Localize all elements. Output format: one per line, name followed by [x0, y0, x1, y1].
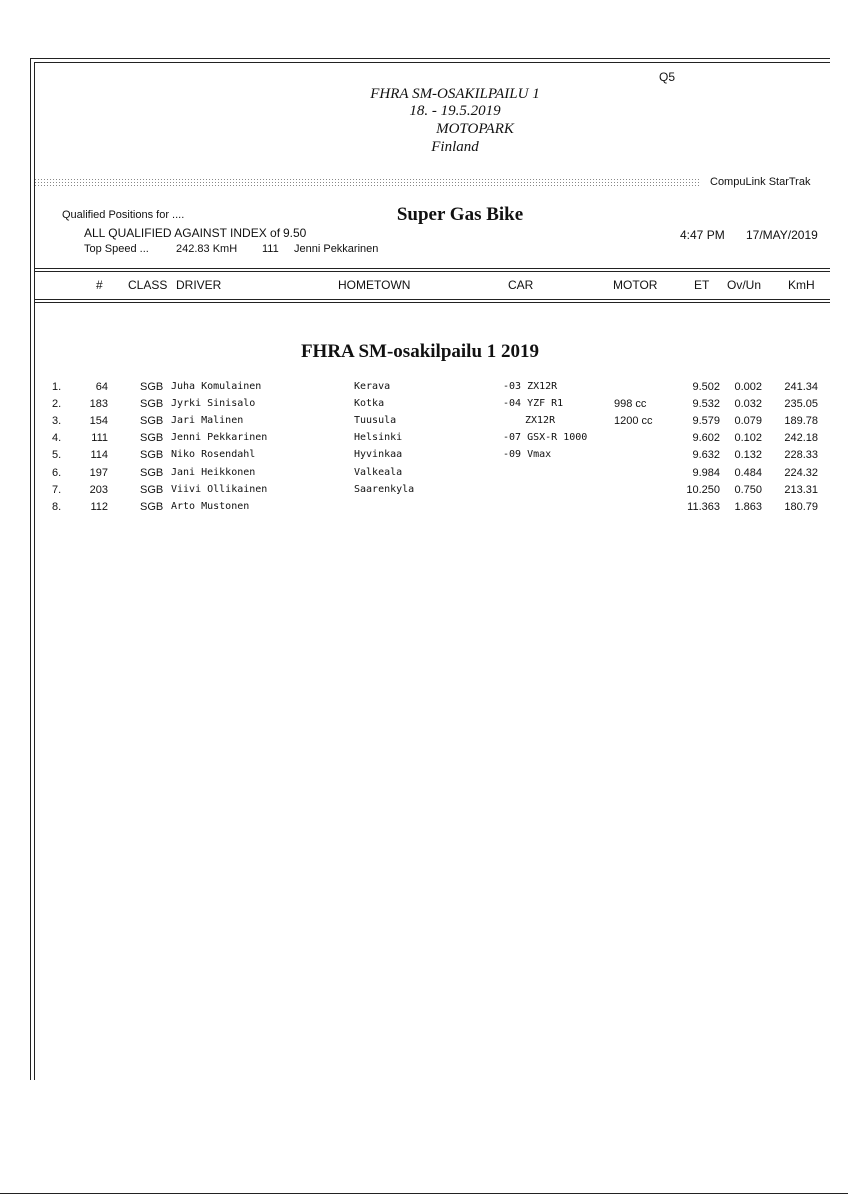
cell-pos: 5. — [52, 449, 62, 462]
cell-num: 112 — [90, 500, 108, 513]
cell-et: 9.532 — [692, 398, 720, 411]
cell-pos: 3. — [52, 415, 62, 428]
cell-car: -09 Vmax — [503, 449, 552, 461]
cell-ovun: 0.079 — [734, 415, 762, 428]
table-row — [0, 501, 848, 518]
header-rule-bottom — [34, 299, 830, 300]
cell-et: 9.632 — [692, 449, 720, 462]
cell-ovun: 0.102 — [734, 432, 762, 445]
cell-ovun: 0.750 — [734, 483, 762, 496]
page-code: Q5 — [659, 70, 676, 84]
table-row — [0, 398, 848, 415]
class-title: Super Gas Bike — [396, 204, 524, 225]
cell-kmh: 213.31 — [784, 483, 818, 496]
col-header-driver: DRIVER — [176, 278, 222, 292]
table-row — [0, 432, 848, 449]
dotted-separator — [34, 178, 700, 187]
cell-num: 183 — [89, 398, 108, 411]
index-value: 9.50 — [283, 226, 307, 240]
venue: MOTOPARK — [436, 121, 514, 137]
cell-pos: 1. — [52, 381, 62, 393]
cell-kmh: 189.78 — [784, 415, 818, 428]
table-row — [0, 484, 848, 501]
col-header-ovun: Ov/Un — [727, 278, 762, 292]
cell-car: -04 YZF R1 — [503, 398, 564, 410]
cell-num: 203 — [89, 483, 108, 496]
cell-hometown: Kotka — [354, 398, 385, 410]
cell-motor: 998 cc — [614, 398, 647, 411]
cell-hometown: Kerava — [354, 381, 391, 392]
cell-hometown: Hyvinkaa — [354, 449, 403, 461]
cell-class: SGB — [140, 432, 164, 445]
event-name: FHRA SM-OSAKILPAILU 1 — [370, 86, 540, 102]
top-speed-driver: Jenni Pekkarinen — [294, 243, 379, 255]
table-row — [0, 381, 848, 398]
race-title: FHRA SM-osakilpailu 1 2019 — [300, 341, 540, 362]
cell-kmh: 228.33 — [784, 449, 818, 462]
cell-pos: 8. — [52, 500, 62, 513]
col-header-et: ET — [694, 278, 710, 292]
table-row — [0, 467, 848, 484]
cell-motor: 1200 cc — [614, 415, 653, 428]
report-date: 17/MAY/2019 — [746, 228, 818, 242]
top-speed-car: 111 — [262, 243, 279, 255]
cell-pos: 2. — [52, 398, 62, 411]
cell-kmh: 180.79 — [784, 500, 818, 513]
cell-ovun: 1.863 — [734, 500, 762, 513]
software-label: CompuLink StarTrak — [710, 176, 811, 188]
header-rule-top-2 — [34, 271, 830, 272]
cell-ovun: 0.132 — [734, 449, 762, 462]
cell-class: SGB — [140, 449, 164, 462]
top-speed-value: 242.83 KmH — [176, 243, 238, 255]
col-header-kmh: KmH — [788, 278, 815, 292]
cell-kmh: 224.32 — [784, 466, 818, 479]
report-time: 4:47 PM — [680, 228, 725, 242]
cell-driver: Juha Komulainen — [171, 381, 262, 392]
cell-kmh: 241.34 — [784, 381, 818, 393]
cell-car: ZX12R — [525, 415, 556, 427]
cell-driver: Arto Mustonen — [171, 500, 250, 512]
col-header-hometown: HOMETOWN — [338, 278, 411, 292]
cell-car: -03 ZX12R — [503, 381, 558, 392]
cell-num: 197 — [89, 466, 108, 479]
left-border-inner — [34, 62, 35, 1080]
cell-class: SGB — [140, 415, 164, 428]
cell-driver: Jani Heikkonen — [171, 466, 256, 478]
cell-ovun: 0.032 — [734, 398, 762, 411]
cell-hometown: Saarenkyla — [354, 483, 415, 495]
table-row — [0, 415, 848, 432]
cell-ovun: 0.002 — [734, 381, 762, 393]
header-rule-top — [34, 268, 830, 269]
cell-et: 9.984 — [692, 466, 720, 479]
bottom-border — [0, 1193, 848, 1194]
cell-class: SGB — [140, 381, 164, 393]
cell-class: SGB — [140, 483, 164, 496]
cell-pos: 7. — [52, 483, 62, 496]
cell-car: -07 GSX-R 1000 — [503, 432, 588, 444]
cell-driver: Jenni Pekkarinen — [171, 432, 268, 444]
cell-class: SGB — [140, 500, 164, 513]
top-speed-label: Top Speed ... — [84, 243, 149, 255]
left-border — [30, 58, 31, 1080]
cell-pos: 6. — [52, 466, 62, 479]
cell-driver: Jari Malinen — [171, 415, 244, 427]
qualified-positions-label: Qualified Positions for .... — [62, 209, 185, 221]
col-header-number: # — [96, 278, 103, 292]
cell-et: 9.502 — [692, 381, 720, 393]
cell-hometown: Tuusula — [354, 415, 397, 427]
cell-num: 114 — [90, 449, 108, 462]
cell-num: 64 — [95, 381, 108, 393]
cell-driver: Viivi Ollikainen — [171, 483, 268, 495]
cell-et: 10.250 — [686, 483, 720, 496]
cell-class: SGB — [140, 466, 164, 479]
table-row — [0, 449, 848, 466]
cell-kmh: 242.18 — [784, 432, 818, 445]
cell-et: 11.363 — [687, 500, 720, 513]
cell-class: SGB — [140, 398, 164, 411]
cell-pos: 4. — [52, 432, 62, 445]
header-rule-bottom-2 — [34, 302, 830, 303]
col-header-motor: MOTOR — [613, 278, 658, 292]
cell-et: 9.602 — [692, 432, 720, 445]
event-dates: 18. - 19.5.2019 — [409, 103, 501, 119]
cell-hometown: Valkeala — [354, 466, 403, 478]
cell-num: 111 — [91, 432, 108, 445]
col-header-class: CLASS — [128, 278, 168, 292]
col-header-car: CAR — [508, 278, 534, 292]
top-border-inner — [34, 62, 830, 63]
cell-ovun: 0.484 — [734, 466, 762, 479]
cell-driver: Niko Rosendahl — [171, 449, 256, 461]
country: Finland — [431, 139, 479, 155]
cell-hometown: Helsinki — [354, 432, 403, 444]
index-label: ALL QUALIFIED AGAINST INDEX of — [84, 226, 281, 240]
cell-num: 154 — [89, 415, 108, 428]
cell-kmh: 235.05 — [784, 398, 818, 411]
cell-driver: Jyrki Sinisalo — [171, 398, 256, 410]
top-border — [30, 58, 830, 59]
cell-et: 9.579 — [692, 415, 720, 428]
